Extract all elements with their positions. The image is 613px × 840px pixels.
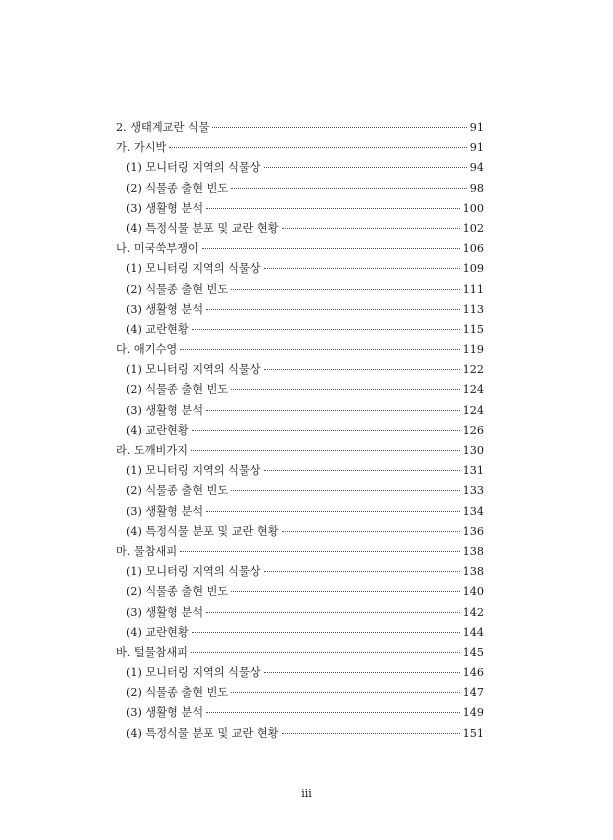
dot-leader: [264, 268, 460, 269]
toc-entry-label: 가. 가시박: [116, 141, 167, 155]
dot-leader: [282, 733, 460, 734]
dot-leader: [231, 692, 459, 693]
toc-entry-label: (1) 모니터링 지역의 식물상: [126, 565, 261, 579]
toc-entry[interactable]: [116, 522, 484, 542]
dot-leader: [180, 349, 459, 350]
toc-entry[interactable]: [116, 340, 484, 360]
toc-entry-label: (1) 모니터링 지역의 식물상: [126, 161, 261, 175]
toc-entry-label: (1) 모니터링 지역의 식물상: [126, 262, 261, 276]
toc-entry-page-number: 111: [462, 282, 484, 296]
toc-entry-label: (1) 모니터링 지역의 식물상: [126, 666, 261, 680]
dot-leader: [264, 369, 460, 370]
toc-entry-page-number: 102: [462, 221, 484, 235]
dot-leader: [192, 329, 460, 330]
toc-entry[interactable]: [116, 502, 484, 522]
toc-entry-page-number: 91: [469, 141, 484, 155]
toc-entry-label: (3) 생활형 분석: [126, 706, 203, 720]
toc-entry[interactable]: [116, 259, 484, 279]
toc-entry-label: 다. 애기수영: [116, 343, 178, 357]
toc-entry-label: (4) 특정식물 분포 및 교란 현황: [126, 726, 279, 740]
toc-entry[interactable]: [116, 441, 484, 461]
toc-entry-label: (2) 식물종 출현 빈도: [126, 181, 229, 195]
dot-leader: [282, 531, 460, 532]
toc-entry-page-number: 130: [462, 444, 484, 457]
toc-entry-page-number: 149: [462, 706, 484, 720]
toc-entry-label: (2) 식물종 출현 빈도: [126, 585, 229, 599]
dot-leader: [191, 652, 460, 653]
toc-entry-page-number: 134: [462, 504, 484, 518]
dot-leader: [192, 632, 460, 633]
dot-leader: [191, 450, 460, 451]
dot-leader: [206, 208, 460, 209]
toc-entry[interactable]: [116, 280, 484, 300]
toc-entry-label: 2. 생태계교란 식물: [116, 121, 210, 134]
toc-entry[interactable]: [116, 158, 484, 178]
toc-entry-page-number: 115: [462, 322, 484, 336]
toc-entry[interactable]: [116, 300, 484, 320]
toc-entry-page-number: 106: [462, 242, 484, 256]
toc-entry[interactable]: [116, 643, 484, 663]
toc-entry-label: 바. 털물참새피: [116, 645, 188, 659]
toc-entry[interactable]: [116, 703, 484, 723]
toc-entry[interactable]: [116, 360, 484, 380]
toc-entry[interactable]: [116, 401, 484, 421]
dot-leader: [206, 309, 460, 310]
toc-entry[interactable]: [116, 542, 484, 562]
dot-leader: [231, 389, 459, 390]
toc-entry-label: (2) 식물종 출현 빈도: [126, 484, 229, 498]
toc-entry-label: (4) 교란현황: [126, 322, 189, 336]
toc-entry-page-number: 131: [462, 464, 484, 478]
dot-leader: [264, 672, 460, 673]
toc-entry[interactable]: [116, 663, 484, 683]
toc-entry-page-number: 136: [462, 524, 484, 538]
toc-entry[interactable]: [116, 199, 484, 219]
toc-entry-label: (3) 생활형 분석: [126, 403, 203, 417]
toc-entry-label: 마. 물참새피: [116, 544, 178, 558]
dot-leader: [231, 490, 459, 491]
dot-leader: [231, 188, 467, 189]
toc-entry-page-number: 98: [469, 181, 484, 195]
toc-entry[interactable]: [116, 623, 484, 643]
toc-entry-label: (3) 생활형 분석: [126, 201, 203, 215]
dot-leader: [264, 571, 460, 572]
dot-leader: [202, 248, 460, 249]
toc-entry-page-number: 126: [462, 423, 484, 437]
toc-entry[interactable]: [116, 481, 484, 501]
toc-entry-page-number: 100: [462, 201, 484, 215]
toc-entry-label: (2) 식물종 출현 빈도: [126, 282, 229, 296]
dot-leader: [206, 612, 460, 613]
toc-entry-page-number: 94: [469, 161, 484, 175]
toc-entry[interactable]: [116, 118, 484, 138]
toc-entry-page-number: 109: [462, 262, 484, 276]
toc-entry-page-number: 146: [462, 666, 484, 680]
toc-entry-label: (4) 특정식물 분포 및 교란 현황: [126, 524, 279, 538]
dot-leader: [206, 511, 460, 512]
toc-entry-page-number: 122: [462, 363, 484, 377]
toc-entry-page-number: 113: [462, 302, 484, 316]
toc-entry-page-number: 119: [462, 343, 484, 357]
toc-entry-page-number: 144: [462, 625, 484, 639]
toc-entry-label: 라. 도깨비가지: [116, 444, 188, 457]
page-number: iii: [301, 787, 312, 800]
toc-entry-label: (1) 모니터링 지역의 식물상: [126, 363, 261, 377]
toc-entry[interactable]: [116, 562, 484, 582]
dot-leader: [169, 147, 466, 148]
toc-entry-label: (2) 식물종 출현 빈도: [126, 383, 229, 397]
toc-entry[interactable]: [116, 603, 484, 623]
dot-leader: [231, 591, 459, 592]
toc-entry-label: (4) 특정식물 분포 및 교란 현황: [126, 221, 279, 235]
dot-leader: [206, 410, 460, 411]
dot-leader: [282, 228, 460, 229]
toc-entry-label: (3) 생활형 분석: [126, 302, 203, 316]
toc-entry-label: (1) 모니터링 지역의 식물상: [126, 464, 261, 478]
toc-entry-page-number: 145: [462, 645, 484, 659]
dot-leader: [231, 289, 459, 290]
dot-leader: [264, 470, 460, 471]
toc-entry[interactable]: [116, 179, 484, 199]
dot-leader: [212, 127, 466, 128]
toc-entry[interactable]: [116, 320, 484, 340]
toc-entry-label: (4) 교란현황: [126, 625, 189, 639]
toc-entry-page-number: 151: [462, 726, 484, 740]
toc-entry-label: (3) 생활형 분석: [126, 504, 203, 518]
toc-entry-page-number: 140: [462, 585, 484, 599]
toc-entry[interactable]: [116, 461, 484, 481]
toc-entry-label: 나. 미국쑥부쟁이: [116, 242, 199, 256]
toc-entry[interactable]: [116, 724, 484, 744]
toc-entry-label: (4) 교란현황: [126, 423, 189, 437]
toc-entry-page-number: 142: [462, 605, 484, 619]
toc-entry[interactable]: [116, 421, 484, 441]
toc-entry[interactable]: [116, 219, 484, 239]
toc-entry-page-number: 124: [462, 403, 484, 417]
toc-entry-page-number: 124: [462, 383, 484, 397]
toc-entry[interactable]: [116, 582, 484, 602]
toc-entry-page-number: 138: [462, 565, 484, 579]
toc-entry-label: (3) 생활형 분석: [126, 605, 203, 619]
toc-entry[interactable]: [116, 138, 484, 158]
toc-entry-page-number: 138: [462, 544, 484, 558]
toc-entry-page-number: 147: [462, 686, 484, 700]
toc-entry[interactable]: [116, 239, 484, 259]
dot-leader: [180, 551, 459, 552]
toc-entry[interactable]: [116, 683, 484, 703]
dot-leader: [192, 430, 460, 431]
toc-entry[interactable]: [116, 380, 484, 400]
dot-leader: [264, 167, 467, 168]
toc-entry-page-number: 133: [462, 484, 484, 498]
toc-entry-page-number: 91: [469, 121, 484, 134]
table-of-contents: [116, 118, 484, 744]
dot-leader: [206, 712, 460, 713]
toc-entry-label: (2) 식물종 출현 빈도: [126, 686, 229, 700]
